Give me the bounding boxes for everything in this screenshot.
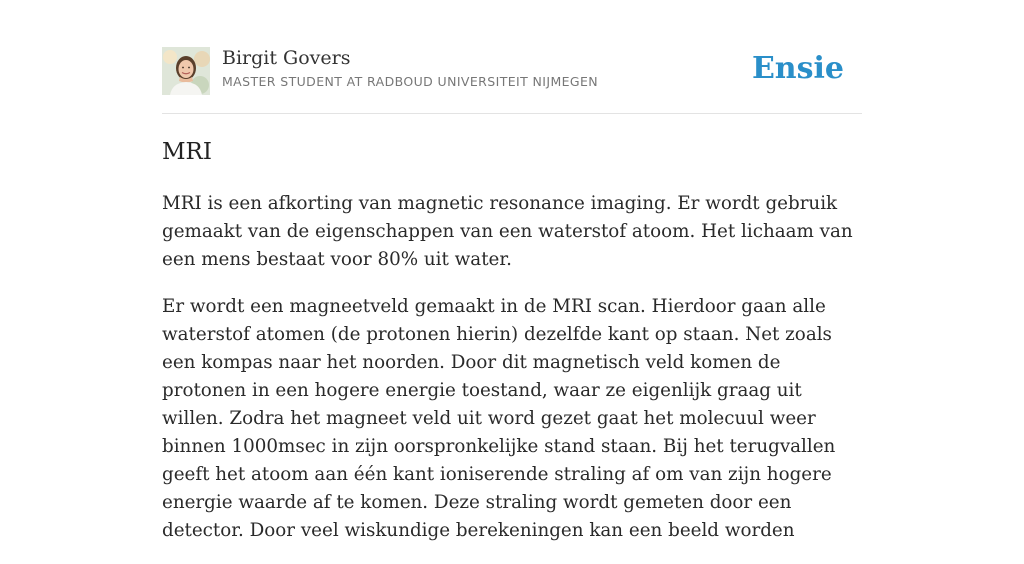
author-name[interactable]: Birgit Govers xyxy=(222,47,351,69)
article-paragraph: Er wordt een magneetveld gemaakt in de MRI scan. Hierdoor gaan alle waterstof atomen (de protonen hierin) dezelfde kant op staan. Net zoals een kompas naar het noorden. Door dit magnetisch veld komen de protonen in een hogere energie toestand, waar ze eigenlijk graag uit willen. Zodra het magneet veld uit word gezet gaat het molecuul weer binnen 1000msec in zijn oorspronkelijke stand staan. Bij het terugvallen geeft het atoom aan één kant ioniserende straling af om van zijn hogere energie waarde af te komen. Deze straling wordt gemeten door een detector. Door veel wiskundige berekeningen kan een beeld worden xyxy=(162,296,836,541)
person-avatar-icon xyxy=(162,47,210,95)
ensie-logo[interactable]: Ensie xyxy=(751,51,844,86)
author-header xyxy=(162,46,862,96)
author-role: MASTER STUDENT AT RADBOUD UNIVERSITEIT NIJMEGEN xyxy=(222,74,599,89)
article-title: MRI xyxy=(162,139,212,165)
article-body xyxy=(162,190,862,564)
article-paragraph: MRI is een afkorting van magnetic resonance imaging. Er wordt gebruik gemaakt van de eigenschappen van een waterstof atoom. Het lichaam van een mens bestaat voor 80% uit water. xyxy=(162,193,853,270)
header-divider xyxy=(162,113,862,114)
avatar[interactable] xyxy=(162,47,210,95)
